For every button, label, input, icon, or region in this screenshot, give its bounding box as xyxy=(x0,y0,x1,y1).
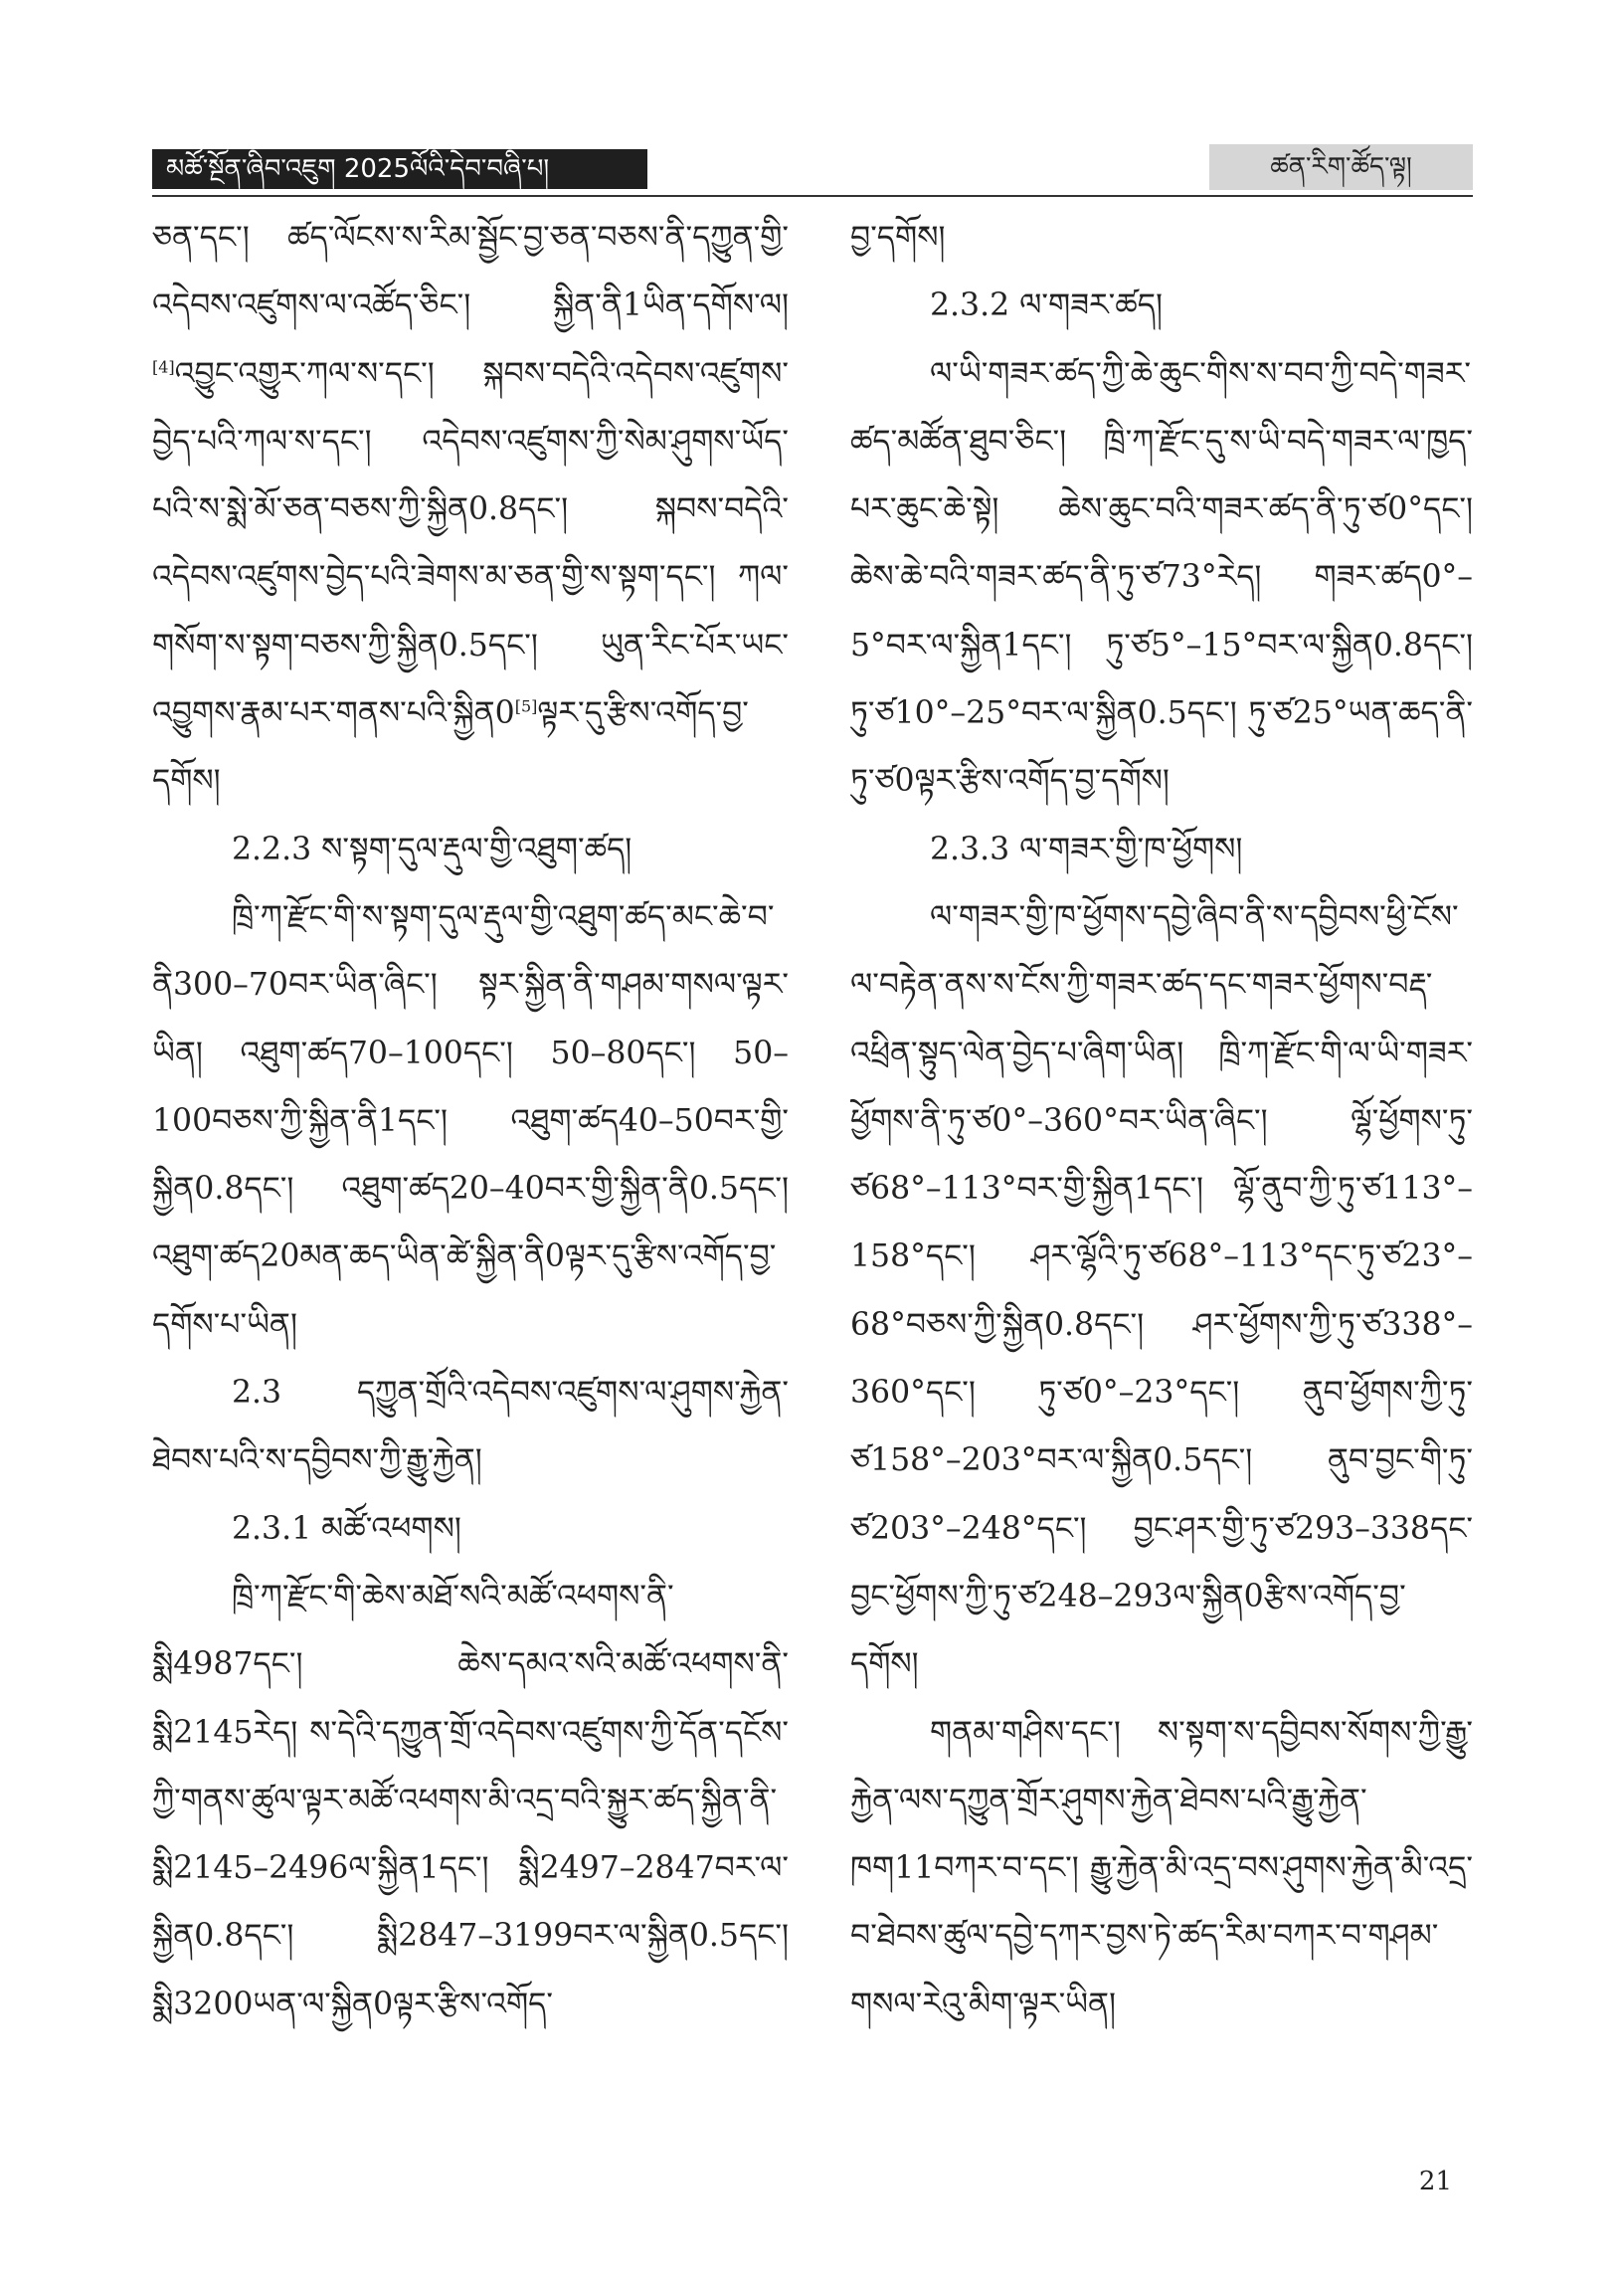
section-heading-2-3-2: 2.3.2 ལ་གཟར་ཚད། xyxy=(930,287,1163,324)
journal-header: མཚོ་སྔོན་ཞིབ་འཇུག 2025ལོའི་དེབ་བཞི་པ། xyxy=(152,149,647,189)
section-header: ཚན་རིག་ཚོད་ལྟ། xyxy=(1209,144,1473,190)
section-heading-2-3-1: 2.3.1 མཚོ་འཕགས། xyxy=(232,1510,461,1547)
text-run: ལྟར་དུ་རྩིས་འགོད་བྱ་དགོས། xyxy=(152,695,749,800)
paragraph: ལ་ཡི་གཟར་ཚད་ཀྱི་ཆེ་ཆུང་གིས་ས་བབ་ཀྱི་བདེ་གཟར་ཚད་མཚོན་ཐུབ་ཅིང་། ཁྲི་ཀ་རྫོང་དུ་ས་ཡི་བདེ་གཟར་ལ་ཁྱད་པར་ཆུང་ཆེ་སྟེ། ཆེས་ཆུང་བའི་གཟར་ཚད་ནི་ཏུ་ཙ0°དང་། ཆེས་ཆེ་བའི་གཟར་ཚད་ནི་ཏུ་ཙ73°རེད། གཟར་ཚད0°–5°བར་ལ་སྐྱིན1དང་། ཏུ་ཙ5°–15°བར་ལ་སྐྱིན0.8དང་། ཏུ་ཙ10°–25°བར་ལ་སྐྱིན0.5དང་། ཏུ་ཙ25°ཡན་ཆད་ནི་ཏུ་ཙ0ལྟར་རྩིས་འགོད་བྱ་དགོས། xyxy=(850,355,1473,800)
left-column xyxy=(152,204,789,2094)
paragraph: གནམ་གཤིས་དང་། ས་སྟག་ས་དབྱིབས་སོགས་ཀྱི་རྒྱུ་རྐྱེན་ལས་དཀྱུན་གྲོར་ཤུགས་རྐྱེན་ཐེབས་པའི་རྒྱུ་རྐྱེན་ཁག11བཀར་བ་དང་། རྒྱུ་རྐྱེན་མི་འདྲ་བས་ཤུགས་རྐྱེན་མི་འདྲ་བ་ཐེབས་ཚུལ་དབྱེ་དཀར་བྱས་ཏེ་ཚད་རིམ་བཀར་བ་གཤམ་གསལ་རེའུ་མིག་ལྟར་ཡིན། xyxy=(850,1714,1473,2022)
section-heading-2-3-3: 2.3.3 ལ་གཟར་གྱི་ཁ་ཕྱོགས། xyxy=(930,831,1243,867)
text-run: འབྱུང་འགྱུར་ཀལ་ས་དང་། སྐབས་བདེའི་འདེབས་འཛུགས་བྱེད་པའི་ཀལ་ས་དང་། འདེབས་འཛུགས་ཀྱི་སེམ་ཤུགས་ཡོད་པའི་ས་སྨེ་མོ་ཅན་བཅས་ཀྱི་སྐྱིན0.8དང་། སྐབས་བདེའི་འདེབས་འཛུགས་བྱེད་པའི་ཟེགས་མ་ཅན་གྱི་ས་སྟག་དང་། ཀལ་གསོག་ས་སྟག་བཅས་ཀྱི་སྐྱིན0.5དང་། ཡུན་རིང་པོར་ཡང་འབྱུགས་རྣམ་པར་གནས་པའི་སྐྱིན0 xyxy=(152,355,789,732)
section-heading-2-3: 2.3 དཀྱུན་གྲོའི་འདེབས་འཛུགས་ལ་ཤུགས་རྐྱེན་ཐེབས་པའི་ས་དབྱིབས་ཀྱི་རྒྱུ་རྐྱེན། xyxy=(152,1375,789,1479)
right-column xyxy=(850,204,1473,2094)
paragraph: ཁྲི་ཀ་རྫོང་གི་ཆེས་མཐོ་སའི་མཚོ་འཕགས་ནི་སྨི4987དང་། ཆེས་དམའ་སའི་མཚོ་འཕགས་ནི་སྨི2145རེད། ས་དེའི་དཀྱུན་གྲོ་འདེབས་འཛུགས་ཀྱི་དོན་དངོས་ཀྱི་གནས་ཚུལ་ལྟར་མཚོ་འཕགས་མི་འདྲ་བའི་སྐྱུར་ཚད་སྐྱིན་ནི་སྨི2145–2496ལ་སྐྱིན1དང་། སྨི2497–2847བར་ལ་སྐྱིན0.8དང་། སྨི2847–3199བར་ལ་སྐྱིན0.5དང་། སྨི3200ཡན་ལ་སྐྱིན0ལྟར་རྩིས་འགོད་ xyxy=(152,1578,789,2022)
citation-5: [5] xyxy=(514,696,538,716)
paragraph: ལ་གཟར་གྱི་ཁ་ཕྱོགས་དབྱེ་ཞིབ་ནི་ས་དབྱིབས་ཕྱི་ངོས་ལ་བརྟེན་ནས་ས་ངོས་ཀྱི་གཟར་ཚད་དང་གཟར་ཕྱོགས་བརྡ་འཕྲིན་སྟུད་ལེན་བྱེད་པ་ཞིག་ཡིན། ཁྲི་ཀ་རྫོང་གི་ལ་ཡི་གཟར་ཕྱོགས་ནི་ཏུ་ཙ0°–360°བར་ཡིན་ཞིང་། ལྷོ་ཕྱོགས་ཏུ་ཙ68°–113°བར་གྱི་སྐྱིན1དང་། ལྷོ་ནུབ་ཀྱི་ཏུ་ཙ113°–158°དང་། ཤར་ལྷོའི་ཏུ་ཙ68°–113°དང་ཏུ་ཙ23°–68°བཅས་ཀྱི་སྐྱིན0.8དང་། ཤར་ཕྱོགས་ཀྱི་ཏུ་ཙ338°–360°དང་། ཏུ་ཙ0°–23°དང་། ནུབ་ཕྱོགས་ཀྱི་ཏུ་ཙ158°–203°བར་ལ་སྐྱིན0.5དང་། ནུབ་བྱང་གི་ཏུ་ཙ203°–248°དང་། བྱང་ཤར་གྱི་ཏུ་ཙ293–338དང་བྱང་ཕྱོགས་ཀྱི་ཏུ་ཙ248–293ལ་སྐྱིན0རྩིས་འགོད་བྱ་དགོས། xyxy=(850,898,1473,1683)
paragraph-continuation xyxy=(152,204,789,816)
paragraph-continuation: བྱ་དགོས། xyxy=(850,220,946,256)
page-number: 21 xyxy=(1418,2167,1452,2196)
paragraph: ཁྲི་ཀ་རྫོང་གི་ས་སྟག་དུལ་རྡུལ་གྱི་འཐུག་ཚད་མང་ཆེ་བ་ནི300–70བར་ཡིན་ཞིང་། སྟར་སྐྱིན་ནི་གཤམ་གསལ་ལྟར་ཡིན། འཐུག་ཚད70–100དང་། 50–80དང་། 50–100བཅས་ཀྱི་སྐྱིན་ནི1དང་། འཐུག་ཚད40–50བར་གྱི་སྐྱིན0.8དང་། འཐུག་ཚད20–40བར་གྱི་སྐྱིན་ནི0.5དང་། འཐུག་ཚད20མན་ཆད་ཡིན་ཚེ་སྐྱིན་ནི0ལྟར་དུ་རྩིས་འགོད་བྱ་དགོས་པ་ཡིན། xyxy=(152,898,789,1343)
section-heading-2-2-3: 2.2.3 ས་སྟག་དུལ་རྡུལ་གྱི་འཐུག་ཚད། xyxy=(232,831,632,867)
header-rule xyxy=(152,195,1473,197)
citation-4: [4] xyxy=(152,357,175,377)
text-run: ཅན་དང་། ཚད་ལོངས་ས་རིམ་སྦྱོང་བྱ་ཅན་བཅས་ནི་དཀྱུན་གྱི་འདེབས་འཛུགས་ལ་འཚོད་ཅིང་། སྐྱིན་ནི1ཡིན་དགོས་ལ། xyxy=(152,220,789,324)
